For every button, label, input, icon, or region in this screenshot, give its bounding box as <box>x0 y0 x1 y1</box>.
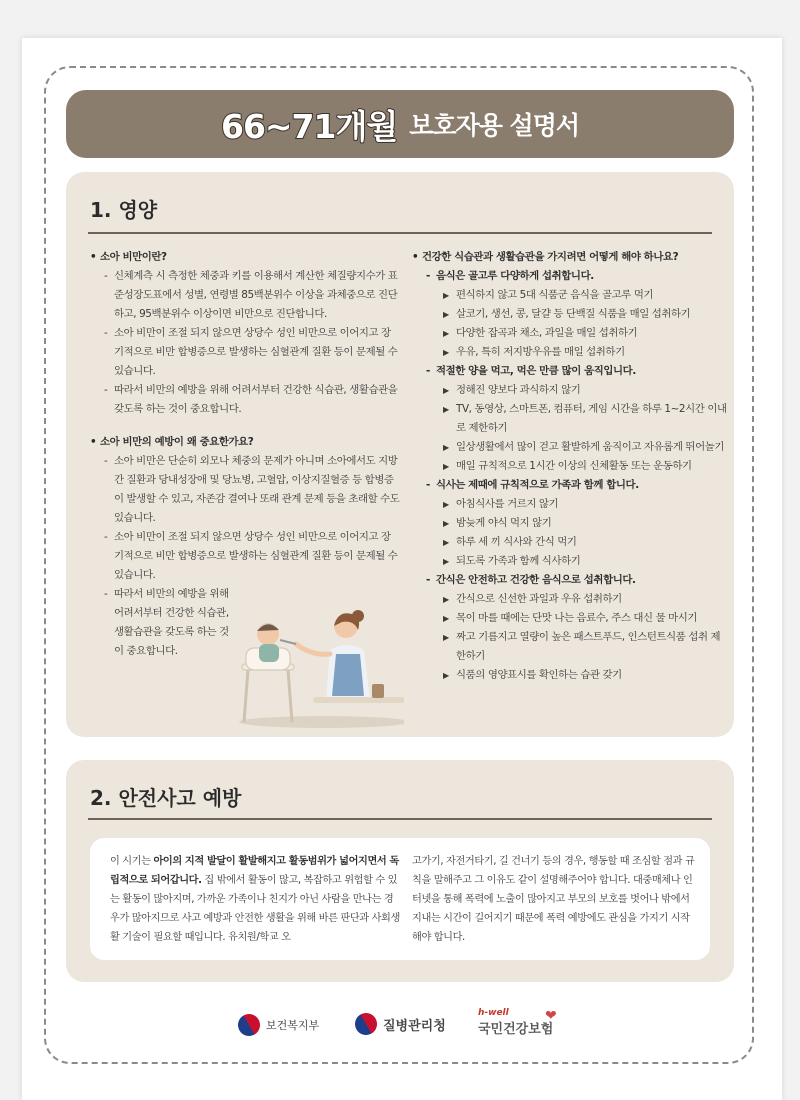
list-item: - 신체계측 시 측정한 체중과 키를 이용해서 계산한 체질량지수가 표준성장도표에서 성별, 연령별 85백분위수 이상을 과체중으로 진단하고, 95백분위수 이상이면 비만으로 진단합니다. <box>88 267 400 324</box>
nutrition-right-column <box>410 244 728 685</box>
list-item: - 소아 비만은 단순히 외모나 체중의 문제가 아니며 소아에서도 지방간 질환과 당내성장애 및 당뇨병, 고혈압, 이상지질혈증 등 합병증이 발생할 수 있고, 자존감 결여나 또래 관계 문제 등을 초래할 수도 있습니다. <box>88 452 400 528</box>
section-title-nutrition: 1. 영양 <box>90 198 158 222</box>
sub-heading: - 식사는 제때에 규칙적으로 가족과 함께 합니다. <box>410 476 728 495</box>
title-bar <box>66 90 734 158</box>
logo-ministry-health-welfare <box>238 1014 319 1036</box>
bullet-item: ▶ 짜고 기름지고 열량이 높은 패스트푸드, 인스턴트식품 섭취 제한하기 <box>410 628 728 666</box>
bullet-item: ▶ 정해진 양보다 과식하지 않기 <box>410 381 728 400</box>
safety-text-body: 집 밖에서 활동이 많고, 복잡하고 위험할 수 있는 활동이 많아지며, 가까운 가족이나 친지가 아닌 사람을 만나는 경우가 많아지므로 사고 예방과 안전한 생활을 위해 바른 판단과 사회생활 기술이 필요할 때입니다. 유치원/학교 오 <box>110 875 400 943</box>
question-heading: • 건강한 식습관과 생활습관을 가지려면 어떻게 해야 하나요? <box>410 248 728 267</box>
nutrition-panel <box>66 172 734 737</box>
question-heading: • 소아 비만이란? <box>88 248 400 267</box>
bullet-item: ▶ 일상생활에서 많이 걷고 활발하게 움직이고 자유롭게 뛰어놀기 <box>410 438 728 457</box>
title-age: 66~71개월 <box>220 106 398 146</box>
bullet-item: ▶ 살코기, 생선, 콩, 달걀 등 단백질 식품을 매일 섭취하기 <box>410 305 728 324</box>
logo-ministry-label: 보건복지부 <box>266 1019 320 1032</box>
bullet-item: ▶ 다양한 잡곡과 채소, 과일을 매일 섭취하기 <box>410 324 728 343</box>
safety-text-box <box>90 838 710 960</box>
safety-panel <box>66 760 734 982</box>
nutrition-left-column <box>88 244 400 661</box>
bullet-item: ▶ 하루 세 끼 식사와 간식 먹기 <box>410 533 728 552</box>
bullet-item: ▶ 편식하지 않고 5대 식품군 음식을 골고루 먹기 <box>410 286 728 305</box>
sub-heading: - 간식은 안전하고 건강한 음식으로 섭취합니다. <box>410 571 728 590</box>
bullet-item: ▶ 되도록 가족과 함께 식사하기 <box>410 552 728 571</box>
bullet-item: ▶ 우유, 특히 저지방우유를 매일 섭취하기 <box>410 343 728 362</box>
mother-feeding-child-illustration <box>234 604 404 730</box>
taegeuk-icon <box>351 1009 381 1039</box>
list-item: - 소아 비만이 조절 되지 않으면 상당수 성인 비만으로 이어지고 장기적으로 비만 합병증으로 발생하는 심혈관계 질환 등이 문제될 수 있습니다. <box>88 528 400 585</box>
question-heading: • 소아 비만의 예방이 왜 중요한가요? <box>88 433 400 452</box>
logo-nhis-label: 국민건강보험 <box>478 1022 554 1037</box>
logo-kdca-label: 질병관리청 <box>383 1018 446 1034</box>
safety-text-left <box>110 852 400 947</box>
list-item: - 소아 비만이 조절 되지 않으면 상당수 성인 비만으로 이어지고 장기적으로 비만 합병증으로 발생하는 심혈관계 질환 등이 문제될 수 있습니다. <box>88 324 400 381</box>
taegeuk-icon <box>234 1010 264 1040</box>
logo-hwell-label: h-well <box>478 1008 509 1018</box>
bullet-item: ▶ 간식으로 신선한 과일과 우유 섭취하기 <box>410 590 728 609</box>
heart-icon: ❤ <box>545 1008 557 1024</box>
bullet-item: ▶ 식품의 영양표시를 확인하는 습관 갖기 <box>410 666 728 685</box>
spacer <box>88 419 400 429</box>
list-item: - 따라서 비만의 예방을 위해 어려서부터 건강한 식습관, 생활습관을 갖도록 하는 것이 중요합니다. <box>88 585 238 661</box>
section-title-safety: 2. 안전사고 예방 <box>90 786 242 810</box>
bullet-item: ▶ 매일 규칙적으로 1시간 이상의 신체활동 또는 운동하기 <box>410 457 728 476</box>
bullet-item: ▶ 목이 마를 때에는 단맛 나는 음료수, 주스 대신 물 마시기 <box>410 609 728 628</box>
footer-logos <box>0 1008 800 1048</box>
bullet-item: ▶ 밤늦게 야식 먹지 않기 <box>410 514 728 533</box>
sub-heading: - 음식은 골고루 다양하게 섭취합니다. <box>410 267 728 286</box>
bullet-item: ▶ TV, 동영상, 스마트폰, 컴퓨터, 게임 시간을 하루 1~2시간 이내로 제한하기 <box>410 400 728 438</box>
title-subtitle: 보호자용 설명서 <box>409 111 580 140</box>
safety-text-intro: 이 시기는 <box>110 856 154 867</box>
sub-heading: - 적절한 양을 먹고, 먹은 만큼 많이 움직입니다. <box>410 362 728 381</box>
list-item: - 따라서 비만의 예방을 위해 어려서부터 건강한 식습관, 생활습관을 갖도록 하는 것이 중요합니다. <box>88 381 400 419</box>
section-divider <box>88 232 712 234</box>
logo-nhis <box>478 1008 553 1037</box>
safety-text-right: 고가기, 자전거타기, 길 건너기 등의 경우, 행동할 때 조심할 점과 규칙을 말해주고 그 이유도 같이 설명해주어야 합니다. 대중매체나 인터넷을 통해 폭력에 노출이 많아지고 부모의 보호를 벗어나 밖에서 지내는 시간이 길어지기 때문에 폭력 예방에도 관심을 가지기 시작해야 합니다. <box>412 856 695 943</box>
section-divider <box>88 818 712 820</box>
bullet-item: ▶ 아침식사를 거르지 않기 <box>410 495 728 514</box>
logo-kdca <box>355 1013 446 1035</box>
safety-text-emphasis: 아이의 지적 발달이 활발해지고 활동범위가 넓어지면서 독립적으로 되어갑니다. <box>110 856 399 886</box>
